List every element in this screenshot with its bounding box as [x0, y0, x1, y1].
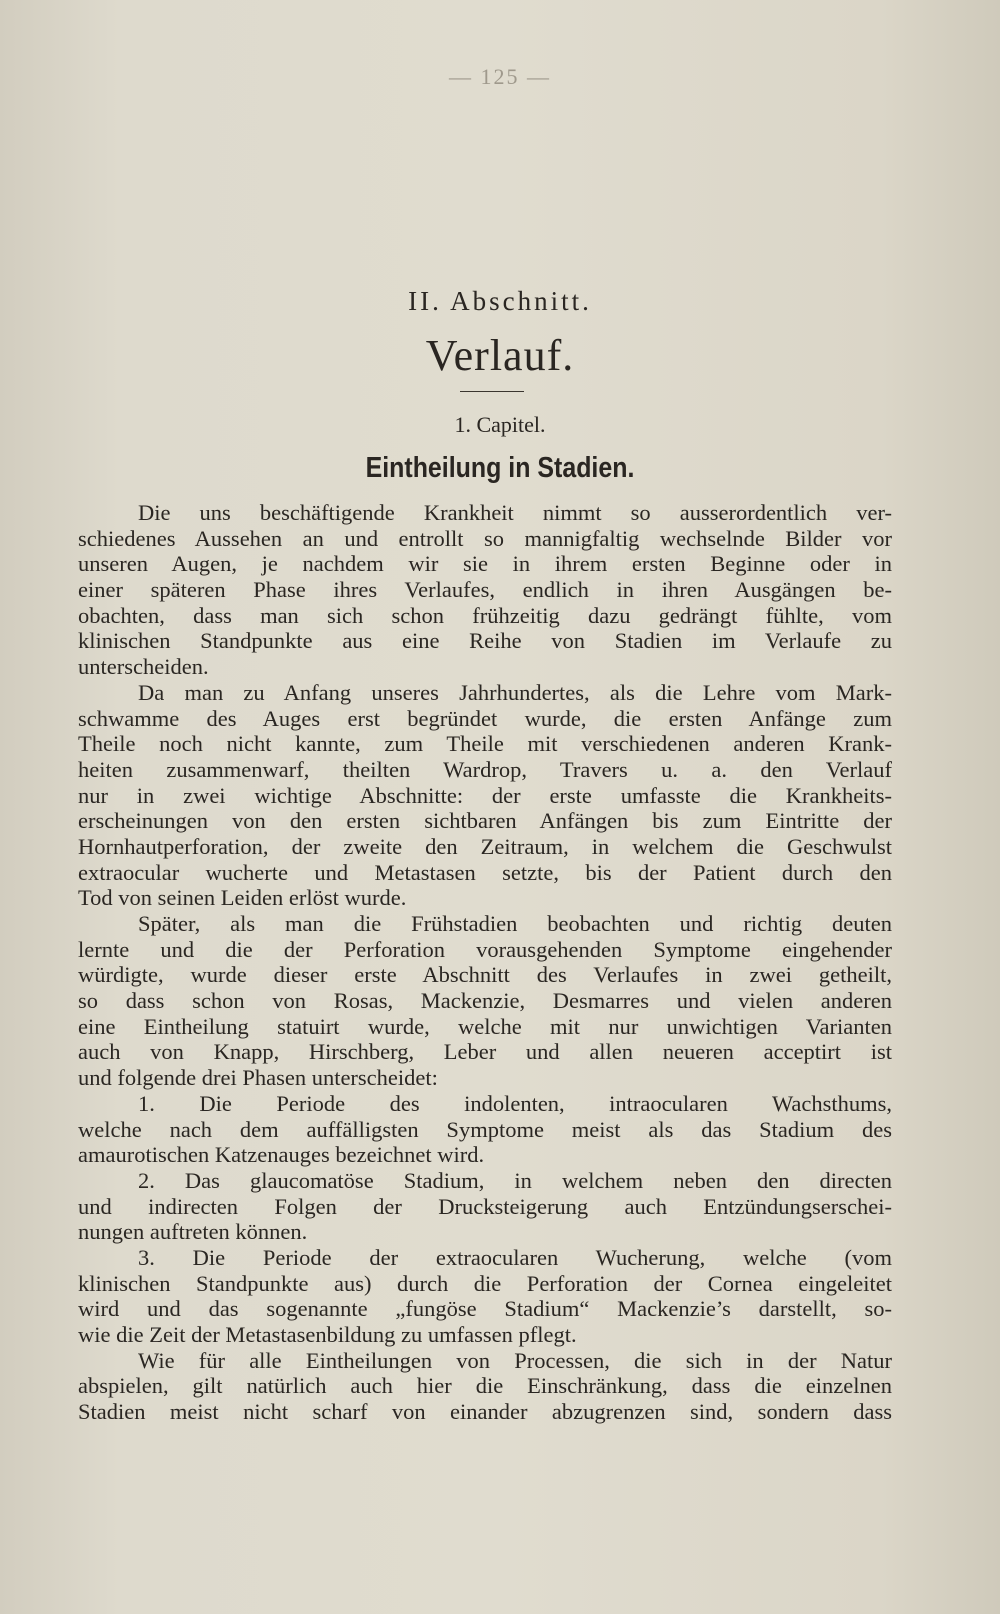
text-line: nur in zwei wichtige Abschnitte: der erste umfasste die Krankheits-: [78, 782, 892, 808]
text-line: nungen auftreten können.: [78, 1219, 308, 1245]
section-heading: II. Abschnitt.: [408, 286, 592, 316]
text-line: würdigte, wurde dieser erste Abschnitt des Verlaufes in zwei getheilt,: [78, 962, 892, 988]
text-line: unterscheiden.: [78, 654, 209, 680]
text-line: amaurotischen Katzenauges bezeichnet wird.: [78, 1142, 485, 1168]
page-number: — 125 —: [449, 64, 551, 89]
text-line: erscheinungen von den ersten sichtbaren Anfängen bis zum Eintritte der: [78, 808, 892, 834]
text-line: wird und das sogenannte „fungöse Stadium“ Mackenzie’s darstellt, so-: [78, 1296, 892, 1322]
text-line: klinischen Standpunkte aus eine Reihe von Stadien im Verlaufe zu: [78, 628, 892, 654]
subchapter-heading: 1. Capitel.: [454, 412, 546, 437]
text-line: Theile noch nicht kannte, zum Theile mit verschiedenen anderen Krank-: [78, 731, 892, 757]
text-line: 3. Die Periode der extraocularen Wucherung, welche (vom: [138, 1244, 892, 1270]
chapter-title: Verlauf.: [425, 331, 575, 380]
text-line: abspielen, gilt natürlich auch hier die Einschränkung, dass die einzelnen: [78, 1373, 892, 1399]
body-text: [78, 500, 892, 1425]
text-line: und indirecten Folgen der Drucksteigerung auch Entzündungserschei-: [78, 1193, 892, 1219]
title-divider: [460, 391, 524, 392]
text-line: Stadien meist nicht scharf von einander abzugrenzen sind, sondern dass: [78, 1399, 892, 1425]
text-line: schiedenes Aussehen an und entrollt so mannigfaltig wechselnde Bilder vor: [78, 525, 892, 551]
text-line: Hornhautperforation, der zweite den Zeitraum, in welchem die Geschwulst: [78, 833, 892, 859]
text-line: auch von Knapp, Hirschberg, Leber und allen neueren acceptirt ist: [78, 1039, 892, 1065]
text-line: klinischen Standpunkte aus) durch die Perforation der Cornea eingeleitet: [78, 1270, 892, 1296]
text-line: schwamme des Auges erst begründet wurde, die ersten Anfänge zum: [78, 705, 892, 731]
text-line: welche nach dem auffälligsten Symptome meist als das Stadium des: [78, 1116, 892, 1142]
text-line: 2. Das glaucomatöse Stadium, in welchem neben den directen: [138, 1167, 892, 1193]
text-line: Die uns beschäftigende Krankheit nimmt so ausserordentlich ver-: [138, 500, 892, 525]
text-line: lernte und die der Perforation vorausgehenden Symptome eingehender: [78, 936, 892, 962]
text-line: heiten zusammenwarf, theilten Wardrop, Travers u. a. den Verlauf: [78, 756, 892, 782]
text-line: Wie für alle Eintheilungen von Processen, die sich in der Natur: [138, 1347, 892, 1373]
text-line: 1. Die Periode des indolenten, intraocularen Wachsthums,: [138, 1090, 892, 1116]
text-line: wie die Zeit der Metastasenbildung zu umfassen pflegt.: [78, 1322, 577, 1347]
text-line: und folgende drei Phasen unterscheidet:: [78, 1065, 438, 1091]
text-line: Später, als man die Frühstadien beobachten und richtig deuten: [138, 911, 892, 936]
text-line: obachten, dass man sich schon frühzeitig dazu gedrängt fühlte, vom: [78, 602, 892, 628]
topic-heading: Eintheilung in Stadien.: [365, 452, 635, 484]
text-line: Da man zu Anfang unseres Jahrhundertes, als die Lehre vom Mark-: [138, 679, 892, 705]
text-line: so dass schon von Rosas, Mackenzie, Desmarres und vielen anderen: [78, 988, 892, 1014]
text-line: einer späteren Phase ihres Verlaufes, endlich in ihren Ausgängen be-: [78, 577, 892, 603]
text-line: unseren Augen, je nachdem wir sie in ihrem ersten Beginne oder in: [78, 551, 892, 577]
text-line: extraocular wucherte und Metastasen setzte, bis der Patient durch den: [78, 859, 892, 885]
text-line: eine Eintheilung statuirt wurde, welche mit nur unwichtigen Varianten: [78, 1013, 892, 1039]
text-line: Tod von seinen Leiden erlöst wurde.: [78, 885, 407, 911]
